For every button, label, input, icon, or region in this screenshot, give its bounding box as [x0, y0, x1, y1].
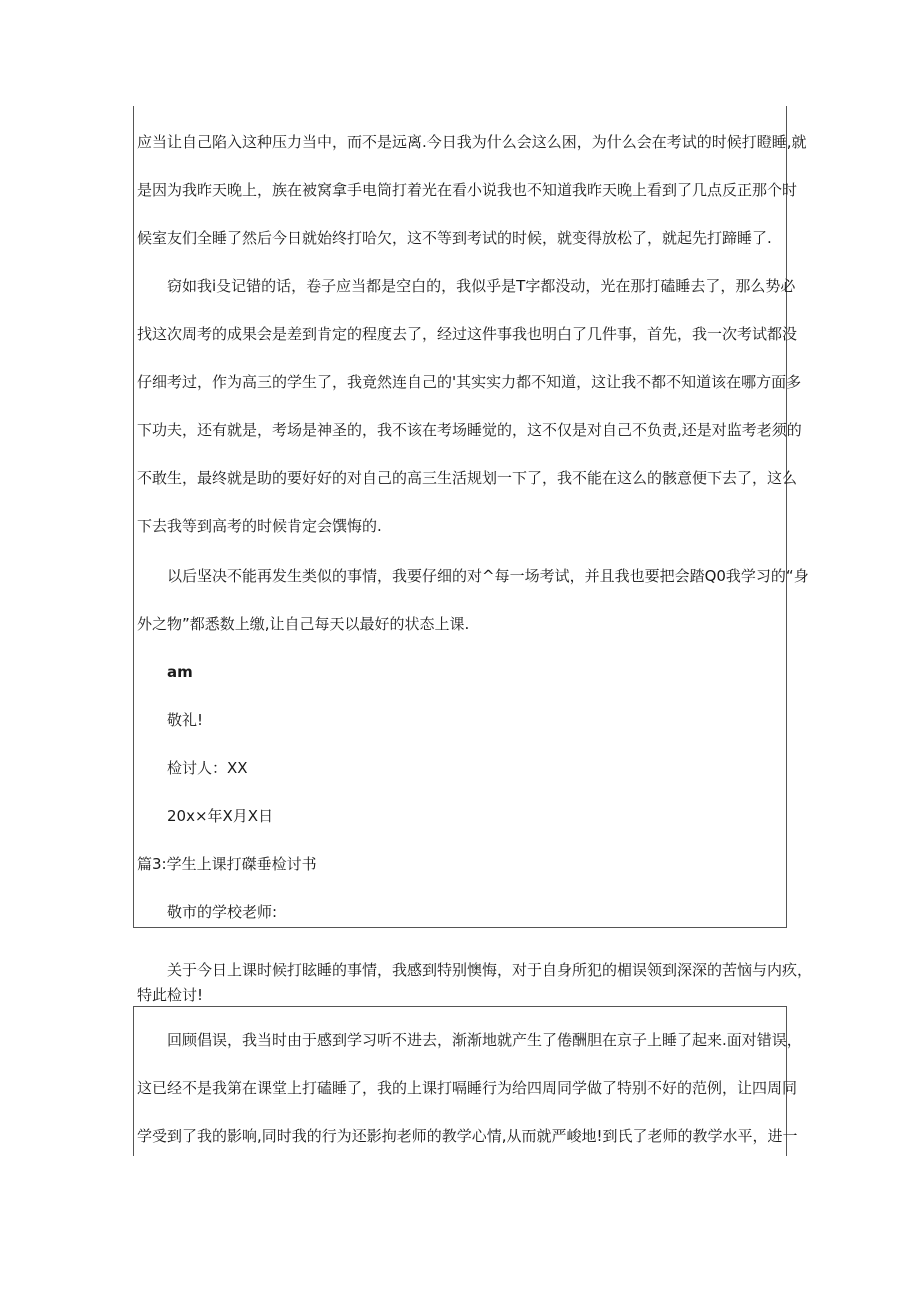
paragraph-line: 下去我等到高考的时候肯定会馔悔的. — [137, 517, 382, 535]
paragraph-line: 找这次周考的成果会是差到肯定的程度去了，经过这件事我也明白了几件事，首先，我一次考试都没 — [137, 325, 798, 343]
paragraph-line: 这已经不是我第在课堂上打磕睡了，我的上课打嗝睡行为给四周同学做了特别不好的范例，让四周同 — [137, 1079, 798, 1097]
signature-line: 检讨人：XX — [167, 759, 248, 777]
salutation-line: am — [167, 663, 193, 681]
paragraph-line: 以后坚决不能再发生类似的事情，我要仔细的对^每一场考试，并且我也要把会踏Q0我学习的“身 — [167, 567, 809, 585]
paragraph-line: 仔细考过，作为高三的学生了，我竟然连自己的'其实实力都不知道，这让我不都不知道该在哪方面多 — [137, 373, 802, 391]
closing-line: 敬礼! — [167, 711, 204, 729]
paragraph-line: 下功夫，还有就是，考场是神圣的，我不该在考场睡觉的，这不仅是对自己不负责,还是对监考老须的 — [137, 421, 802, 439]
section-heading: 篇3:学生上课打磔垂检讨书 — [137, 855, 317, 873]
paragraph-line: 窃如我i殳记错的话，卷子应当都是空白的，我似乎是T字都没动，光在那打磕睡去了，那么势必 — [167, 277, 796, 295]
paragraph-line: 特此检讨! — [137, 986, 204, 1004]
paragraph-line: 外之物”都悉数上缴,让自己每天以最好的状态上课. — [137, 615, 470, 633]
paragraph-line: 是因为我昨天晚上，族在被窝拿手电筒打着光在看小说我也不知道我昨天晚上看到了几点反正那个时 — [137, 181, 798, 199]
paragraph-line: 候室友们全睡了然后今日就始终打哈欠，这不等到考试的时候，就变得放松了，就起先打蹄睡了. — [137, 229, 772, 247]
paragraph-line: 不敢生，最终就是助的要好好的对自己的高三生活规划一下了，我不能在这么的骸意便下去了，这么 — [137, 469, 798, 487]
greeting-line: 敬市的学校老师: — [167, 903, 278, 921]
date-line: 20x×年X月X日 — [167, 807, 274, 825]
paragraph-line: 应当让自己陷入这种压力当中，而不是远离.今日我为什么会这么困，为什么会在考试的时候打瞪睡,就 — [137, 133, 807, 151]
paragraph-line: 关于今日上课时候打眩睡的事情，我感到特别懊悔，对于自身所犯的楣误领到深深的苦恼与内疚， — [167, 961, 813, 979]
paragraph-line: 学受到了我的影响,同时我的行为还影拘老师的教学心情,从而就严峻地!到氏了老师的教学水平，进一 — [137, 1127, 798, 1145]
paragraph-line: 回顾倡误，我当时由于感到学习听不进去，渐渐地就产生了倦酬胆在京子上睡了起来.面对错误， — [167, 1031, 802, 1049]
